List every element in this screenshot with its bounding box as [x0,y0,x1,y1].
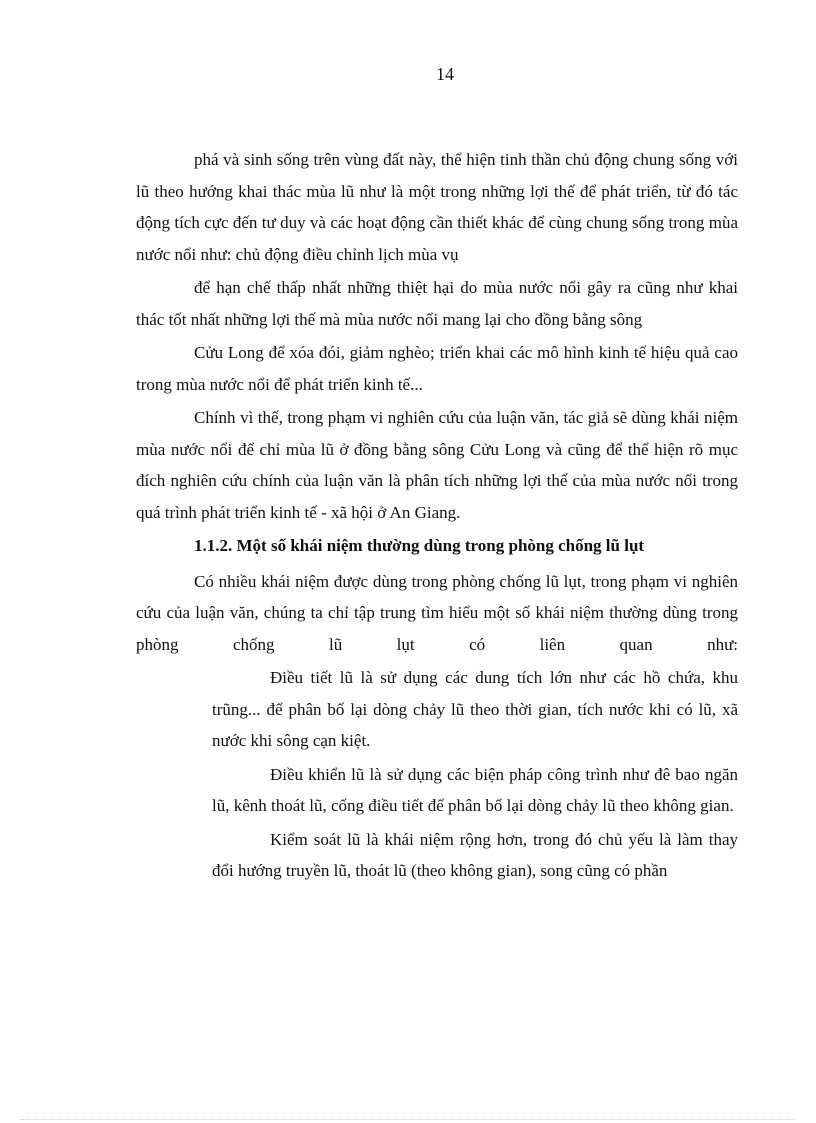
page-number: 14 [436,64,454,84]
definition-flood-management: Kiểm soát lũ là khái niệm rộng hơn, trong đó chủ yếu là làm thay đổi hướng truyền lũ, thoát lũ (theo không gian), song cũng có phần [212,829,738,880]
document-body [136,144,738,889]
paragraph-4: Chính vì thế, trong phạm vi nghiên cứu của luận văn, tác giả sẽ dùng khái niệm mùa nước nổi để chỉ mùa lũ ở đồng bằng sông Cửu Long và cũng để thể hiện rõ mục đích nghiên cứu chính của luận văn là phân tích những lợi thế của mùa nước nổi trong quá trình phát triển kinh tế - xã hội ở An Giang. [136,408,738,522]
section-heading: 1.1.2. Một số khái niệm thường dùng trong phòng chống lũ lụt [194,536,645,555]
definition-flood-regulation: Điều tiết lũ là sử dụng các dung tích lớn như các hồ chứa, khu trũng... để phân bố lại dòng chảy lũ theo thời gian, tích nước khi có lũ, xã nước khi sông cạn kiệt. [212,668,738,750]
paragraph-2: để hạn chế thấp nhất những thiệt hại do mùa nước nổi gây ra cũng như khai thác tốt nhất những lợi thế mà mùa nước nổi mang lại cho đồng bằng sông [136,278,738,329]
paragraph-1: phá và sinh sống trên vùng đất này, thể hiện tinh thần chủ động chung sống với lũ theo hướng khai thác mùa lũ như là một trong những lợi thế để phát triển, từ đó tác động tích cực đến tư duy và các hoạt động cần thiết khác để cùng chung sống trong mùa nước nổi như: chủ động điều chỉnh lịch mùa vụ [136,150,738,264]
footer-rule [20,1119,796,1120]
section-intro: Có nhiều khái niệm được dùng trong phòng chống lũ lụt, trong phạm vi nghiên cứu của luận văn, chúng ta chỉ tập trung tìm hiểu một số khái niệm thường dùng trong phòng chống lũ lụt có liên quan như: [136,571,738,654]
paragraph-3: Cửu Long để xóa đói, giảm nghèo; triển khai các mô hình kinh tế hiệu quả cao trong mùa nước nổi để phát triển kinh tế... [136,343,738,394]
definition-flood-control: Điều khiển lũ là sử dụng các biện pháp công trình như đê bao ngăn lũ, kênh thoát lũ, cống điều tiết để phân bố lại dòng chảy lũ theo không gian. [212,764,738,815]
